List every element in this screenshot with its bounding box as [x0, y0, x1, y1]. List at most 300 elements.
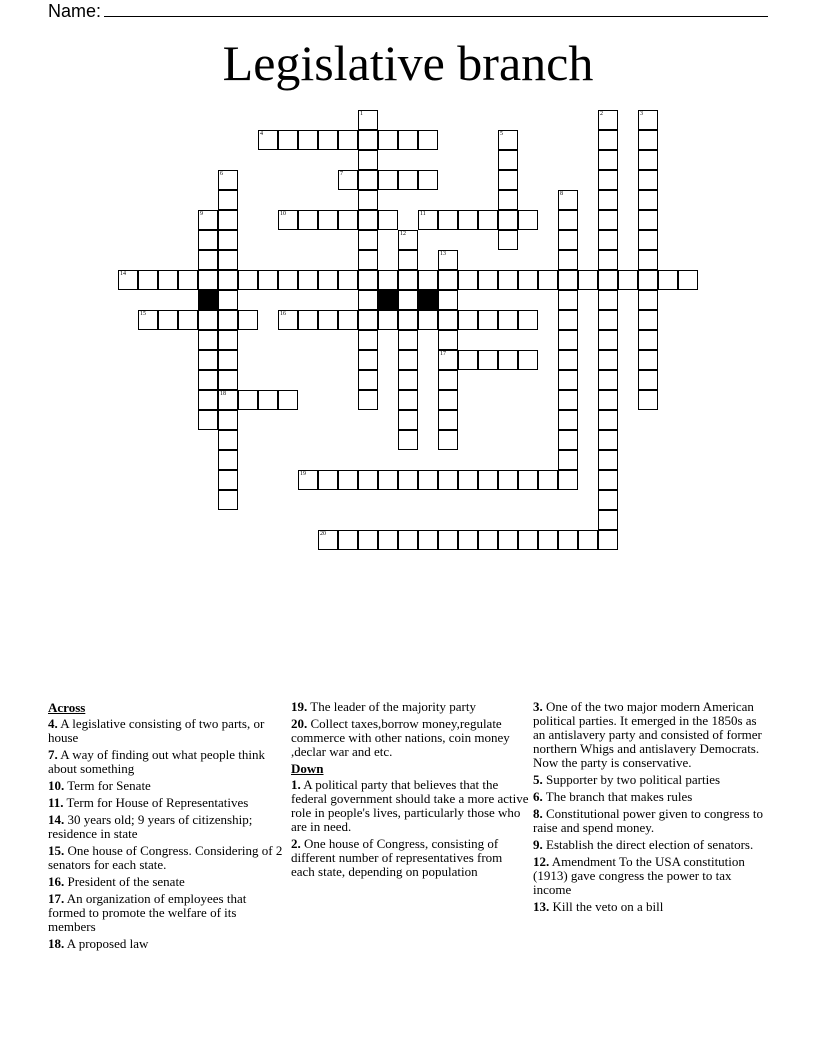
clue-number: 9 — [200, 211, 203, 217]
clue-number: 5. — [533, 772, 543, 787]
crossword-cell[interactable] — [378, 470, 398, 490]
crossword-cell[interactable] — [498, 470, 518, 490]
crossword-cell[interactable] — [338, 270, 358, 290]
crossword-cell[interactable] — [218, 410, 238, 430]
crossword-cell[interactable] — [558, 230, 578, 250]
page-title: Legislative branch — [222, 35, 594, 91]
crossword-cell[interactable] — [418, 310, 438, 330]
crossword-cell[interactable] — [218, 210, 238, 230]
down-clue — [291, 778, 529, 834]
crossword-cell[interactable] — [598, 230, 618, 250]
crossword-cell[interactable] — [378, 210, 398, 230]
clue-text: Supporter by two political parties — [542, 772, 721, 787]
crossword-cell[interactable] — [438, 290, 458, 310]
crossword-cell[interactable] — [198, 210, 218, 230]
crossword-cell[interactable] — [598, 310, 618, 330]
crossword-cell[interactable] — [218, 290, 238, 310]
crossword-cell[interactable] — [598, 410, 618, 430]
crossword-black-cell — [378, 290, 398, 310]
crossword-cell[interactable] — [398, 250, 418, 270]
clues-column-3 — [533, 700, 771, 917]
crossword-cell[interactable] — [398, 350, 418, 370]
clue-text: Kill the veto on a bill — [549, 899, 664, 914]
crossword-cell[interactable] — [338, 530, 358, 550]
crossword-cell[interactable] — [598, 350, 618, 370]
clue-number: 12 — [400, 231, 406, 237]
crossword-cell[interactable] — [218, 310, 238, 330]
crossword-cell[interactable] — [358, 210, 378, 230]
clue-number: 8 — [560, 191, 563, 197]
crossword-cell[interactable] — [218, 470, 238, 490]
clue-number: 3 — [640, 111, 643, 117]
crossword-cell[interactable] — [138, 270, 158, 290]
crossword-cell[interactable] — [498, 270, 518, 290]
crossword-cell[interactable] — [418, 470, 438, 490]
clue-text: An organization of employees that formed to promote the welfare of its members — [48, 891, 247, 934]
crossword-cell[interactable] — [558, 390, 578, 410]
crossword-cell[interactable] — [358, 130, 378, 150]
crossword-cell[interactable] — [198, 390, 218, 410]
clue-number: 4. — [48, 716, 58, 731]
crossword-cell[interactable] — [318, 270, 338, 290]
crossword-cell[interactable] — [298, 210, 318, 230]
crossword-cell[interactable] — [458, 210, 478, 230]
crossword-cell[interactable] — [598, 370, 618, 390]
crossword-cell[interactable] — [498, 150, 518, 170]
clue-number: 7. — [48, 747, 58, 762]
clue-number: 10 — [280, 211, 286, 217]
clue-text: A political party that believes that the federal government should take a more active role in people's lives, particularly those who are in need. — [291, 777, 529, 834]
crossword-cell[interactable] — [438, 250, 458, 270]
crossword-cell[interactable] — [318, 130, 338, 150]
crossword-cell[interactable] — [198, 350, 218, 370]
crossword-cell[interactable] — [478, 210, 498, 230]
crossword-cell[interactable] — [538, 530, 558, 550]
crossword-cell[interactable] — [558, 450, 578, 470]
crossword-cell[interactable] — [218, 190, 238, 210]
down-clue — [533, 773, 771, 787]
crossword-cell[interactable] — [198, 370, 218, 390]
crossword-cell[interactable] — [198, 410, 218, 430]
clue-number: 15. — [48, 843, 65, 858]
crossword-cell[interactable] — [438, 210, 458, 230]
crossword-cell[interactable] — [358, 110, 378, 130]
clue-text: 30 years old; 9 years of citizenship; residence in state — [48, 812, 253, 841]
crossword-cell[interactable] — [418, 270, 438, 290]
crossword-cell[interactable] — [398, 530, 418, 550]
crossword-cell[interactable] — [598, 490, 618, 510]
crossword-cell[interactable] — [558, 530, 578, 550]
crossword-cell[interactable] — [218, 230, 238, 250]
crossword-cell[interactable] — [458, 270, 478, 290]
crossword-cell[interactable] — [518, 210, 538, 230]
crossword-cell[interactable] — [358, 390, 378, 410]
crossword-cell[interactable] — [318, 470, 338, 490]
clue-text: One house of Congress, consisting of different number of representatives from each state, depending on population — [291, 836, 503, 879]
crossword-cell[interactable] — [598, 150, 618, 170]
crossword-cell[interactable] — [638, 190, 658, 210]
crossword-cell[interactable] — [338, 310, 358, 330]
crossword-cell[interactable] — [238, 270, 258, 290]
crossword-cell[interactable] — [318, 530, 338, 550]
crossword-cell[interactable] — [518, 350, 538, 370]
clue-text: Collect taxes,borrow money,regulate commerce with other nations, coin money ,declar war and etc. — [291, 716, 510, 759]
crossword-cell[interactable] — [218, 370, 238, 390]
crossword-cell[interactable] — [438, 330, 458, 350]
crossword-cell[interactable] — [678, 270, 698, 290]
across-clue — [291, 700, 529, 714]
crossword-cell[interactable] — [638, 170, 658, 190]
crossword-cell[interactable] — [498, 350, 518, 370]
crossword-cell[interactable] — [558, 310, 578, 330]
crossword-cell[interactable] — [218, 250, 238, 270]
clue-text: The branch that makes rules — [542, 789, 693, 804]
crossword-cell[interactable] — [218, 170, 238, 190]
across-clue — [48, 892, 286, 934]
crossword-cell[interactable] — [398, 410, 418, 430]
crossword-cell[interactable] — [338, 470, 358, 490]
crossword-cell[interactable] — [638, 290, 658, 310]
clue-number: 1. — [291, 777, 301, 792]
clue-number: 13. — [533, 899, 550, 914]
clue-text: President of the senate — [64, 874, 185, 889]
clue-text: The leader of the majority party — [307, 699, 476, 714]
clue-text: A legislative consisting of two parts, or house — [48, 716, 265, 745]
crossword-cell[interactable] — [398, 470, 418, 490]
crossword-cell[interactable] — [558, 190, 578, 210]
crossword-cell[interactable] — [638, 350, 658, 370]
clue-number: 3. — [533, 699, 543, 714]
clue-number: 7 — [340, 171, 343, 177]
crossword-cell[interactable] — [298, 130, 318, 150]
crossword-cell[interactable] — [258, 390, 278, 410]
crossword-cell[interactable] — [498, 130, 518, 150]
crossword-cell[interactable] — [358, 290, 378, 310]
crossword-cell[interactable] — [338, 130, 358, 150]
clue-number: 16. — [48, 874, 65, 889]
crossword-cell[interactable] — [398, 330, 418, 350]
crossword-cell[interactable] — [218, 490, 238, 510]
crossword-cell[interactable] — [518, 270, 538, 290]
clue-number: 2 — [600, 111, 603, 117]
down-clue — [533, 900, 771, 914]
crossword-cell[interactable] — [638, 110, 658, 130]
crossword-cell[interactable] — [178, 270, 198, 290]
crossword-cell[interactable] — [398, 270, 418, 290]
crossword-cell[interactable] — [418, 530, 438, 550]
down-clue — [533, 807, 771, 835]
crossword-cell[interactable] — [598, 270, 618, 290]
crossword-cell[interactable] — [358, 270, 378, 290]
crossword-cell[interactable] — [478, 530, 498, 550]
crossword-cell[interactable] — [198, 310, 218, 330]
clue-number: 4 — [260, 131, 263, 137]
crossword-cell[interactable] — [478, 350, 498, 370]
clue-number: 20 — [320, 531, 326, 537]
crossword-cell[interactable] — [358, 310, 378, 330]
crossword-cell[interactable] — [278, 130, 298, 150]
crossword-cell[interactable] — [218, 270, 238, 290]
crossword-cell[interactable] — [438, 370, 458, 390]
crossword-cell[interactable] — [378, 270, 398, 290]
crossword-cell[interactable] — [378, 170, 398, 190]
crossword-cell[interactable] — [218, 350, 238, 370]
crossword-cell[interactable] — [578, 530, 598, 550]
clue-number: 16 — [280, 311, 286, 317]
crossword-cell[interactable] — [598, 530, 618, 550]
crossword-cell[interactable] — [598, 330, 618, 350]
across-clue — [48, 796, 286, 810]
clue-number: 5 — [500, 131, 503, 137]
crossword-cell[interactable] — [598, 390, 618, 410]
crossword-cell[interactable] — [338, 170, 358, 190]
crossword-cell[interactable] — [358, 150, 378, 170]
crossword-cell[interactable] — [438, 410, 458, 430]
crossword-cell[interactable] — [538, 270, 558, 290]
crossword-cell[interactable] — [498, 310, 518, 330]
crossword-cell[interactable] — [558, 290, 578, 310]
crossword-cell[interactable] — [278, 270, 298, 290]
crossword-cell[interactable] — [398, 170, 418, 190]
clue-text: Term for House of Representatives — [63, 795, 249, 810]
crossword-cell[interactable] — [418, 210, 438, 230]
crossword-cell[interactable] — [438, 390, 458, 410]
crossword-cell[interactable] — [358, 470, 378, 490]
crossword-cell[interactable] — [558, 270, 578, 290]
crossword-cell[interactable] — [598, 450, 618, 470]
crossword-cell[interactable] — [318, 310, 338, 330]
crossword-cell[interactable] — [558, 350, 578, 370]
crossword-cell[interactable] — [358, 530, 378, 550]
crossword-cell[interactable] — [458, 310, 478, 330]
crossword-cell[interactable] — [638, 270, 658, 290]
crossword-cell[interactable] — [558, 370, 578, 390]
across-clue — [48, 875, 286, 889]
crossword-cell[interactable] — [198, 330, 218, 350]
crossword-cell[interactable] — [358, 230, 378, 250]
crossword-cell[interactable] — [358, 190, 378, 210]
clue-number: 8. — [533, 806, 543, 821]
crossword-cell[interactable] — [498, 190, 518, 210]
crossword-cell[interactable] — [298, 310, 318, 330]
crossword-cell[interactable] — [438, 470, 458, 490]
crossword-cell[interactable] — [378, 530, 398, 550]
crossword-cell[interactable] — [478, 270, 498, 290]
clue-number: 18. — [48, 936, 65, 951]
crossword-cell[interactable] — [578, 270, 598, 290]
across-clue — [48, 779, 286, 793]
across-clue — [48, 748, 286, 776]
clue-number: 17 — [440, 351, 446, 357]
clue-number: 19 — [300, 471, 306, 477]
crossword-cell[interactable] — [218, 330, 238, 350]
crossword-cell[interactable] — [278, 310, 298, 330]
crossword-cell[interactable] — [558, 210, 578, 230]
crossword-cell[interactable] — [498, 170, 518, 190]
crossword-cell[interactable] — [418, 130, 438, 150]
crossword-cell[interactable] — [558, 330, 578, 350]
crossword-cell[interactable] — [598, 170, 618, 190]
clue-number: 11 — [420, 211, 426, 217]
crossword-cell[interactable] — [398, 310, 418, 330]
crossword-cell[interactable] — [398, 230, 418, 250]
crossword-cell[interactable] — [438, 350, 458, 370]
crossword-cell[interactable] — [598, 190, 618, 210]
clue-number: 2. — [291, 836, 301, 851]
across-clue — [48, 937, 286, 951]
crossword-cell[interactable] — [598, 110, 618, 130]
crossword-cell[interactable] — [558, 250, 578, 270]
crossword-cell[interactable] — [258, 130, 278, 150]
crossword-cell[interactable] — [458, 530, 478, 550]
clue-text: One of the two major modern American political parties. It emerged in the 1850s as an antislavery party and consisted of former northern Whigs and antislavery Democrats. Now the party is conservative. — [533, 699, 762, 770]
crossword-cell[interactable] — [558, 410, 578, 430]
crossword-cell[interactable] — [378, 310, 398, 330]
crossword-cell[interactable] — [638, 330, 658, 350]
crossword-cell[interactable] — [398, 370, 418, 390]
crossword-cell[interactable] — [358, 350, 378, 370]
crossword-cell[interactable] — [338, 210, 358, 230]
crossword-cell[interactable] — [118, 270, 138, 290]
clue-number: 19. — [291, 699, 308, 714]
crossword-cell[interactable] — [598, 210, 618, 230]
clue-text: A proposed law — [64, 936, 149, 951]
crossword-cell[interactable] — [498, 210, 518, 230]
clue-text: Term for Senate — [64, 778, 151, 793]
crossword-cell[interactable] — [438, 530, 458, 550]
crossword-cell[interactable] — [298, 470, 318, 490]
crossword-cell[interactable] — [238, 310, 258, 330]
crossword-cell[interactable] — [598, 510, 618, 530]
crossword-cell[interactable] — [358, 170, 378, 190]
crossword-cell[interactable] — [638, 230, 658, 250]
across-clue — [48, 813, 286, 841]
crossword-cell[interactable] — [218, 430, 238, 450]
across-clue — [291, 717, 529, 759]
crossword-cell[interactable] — [478, 470, 498, 490]
crossword-cell[interactable] — [158, 270, 178, 290]
crossword-cell[interactable] — [198, 230, 218, 250]
crossword-cell[interactable] — [518, 310, 538, 330]
crossword-cell[interactable] — [598, 470, 618, 490]
crossword-cell[interactable] — [198, 250, 218, 270]
crossword-cell[interactable] — [518, 470, 538, 490]
crossword-cell[interactable] — [598, 290, 618, 310]
crossword-cell[interactable] — [638, 210, 658, 230]
crossword-cell[interactable] — [318, 210, 338, 230]
clue-number: 20. — [291, 716, 308, 731]
crossword-cell[interactable] — [298, 270, 318, 290]
crossword-cell[interactable] — [558, 430, 578, 450]
crossword-cell[interactable] — [638, 250, 658, 270]
crossword-cell[interactable] — [138, 310, 158, 330]
crossword-cell[interactable] — [218, 390, 238, 410]
clue-number: 14. — [48, 812, 65, 827]
crossword-cell[interactable] — [598, 130, 618, 150]
across-clue — [48, 717, 286, 745]
crossword-cell[interactable] — [198, 270, 218, 290]
clue-number: 13 — [440, 251, 446, 257]
down-clue — [533, 790, 771, 804]
clue-text: Amendment To the USA constitution (1913) gave congress the power to tax income — [533, 854, 745, 897]
crossword-cell[interactable] — [178, 310, 198, 330]
down-clue — [533, 700, 771, 770]
crossword-cell[interactable] — [638, 150, 658, 170]
crossword-cell[interactable] — [638, 310, 658, 330]
crossword-cell[interactable] — [438, 270, 458, 290]
crossword-cell[interactable] — [218, 450, 238, 470]
clue-number: 17. — [48, 891, 65, 906]
crossword-cell[interactable] — [498, 230, 518, 250]
clues-column-2 — [291, 700, 529, 882]
crossword-cell[interactable] — [438, 310, 458, 330]
crossword-cell[interactable] — [638, 130, 658, 150]
crossword-cell[interactable] — [378, 130, 398, 150]
crossword-cell[interactable] — [638, 370, 658, 390]
crossword-cell[interactable] — [418, 170, 438, 190]
crossword-cell[interactable] — [598, 250, 618, 270]
crossword-cell[interactable] — [358, 330, 378, 350]
clue-text: Constitutional power given to congress to raise and spend money. — [533, 806, 764, 835]
crossword-cell[interactable] — [558, 470, 578, 490]
clue-number: 6. — [533, 789, 543, 804]
crossword-cell[interactable] — [598, 430, 618, 450]
crossword-cell[interactable] — [638, 390, 658, 410]
clue-text: Establish the direct election of senators. — [542, 837, 754, 852]
clue-text: One house of Congress. Considering of 2 senators for each state. — [48, 843, 283, 872]
crossword-cell[interactable] — [398, 390, 418, 410]
crossword-cell[interactable] — [158, 310, 178, 330]
crossword-cell[interactable] — [438, 430, 458, 450]
down-heading: Down — [291, 761, 324, 776]
clue-text: A way of finding out what people think about something — [48, 747, 266, 776]
clue-number: 18 — [220, 391, 226, 397]
crossword-cell[interactable] — [358, 250, 378, 270]
crossword-cell[interactable] — [518, 530, 538, 550]
across-heading: Across — [48, 700, 86, 715]
clues-column-1 — [48, 700, 286, 954]
clue-number: 14 — [120, 271, 126, 277]
clue-number: 11. — [48, 795, 64, 810]
crossword-cell[interactable] — [618, 270, 638, 290]
crossword-cell[interactable] — [358, 370, 378, 390]
across-clue — [48, 844, 286, 872]
crossword-black-cell — [198, 290, 218, 310]
crossword-cell[interactable] — [398, 130, 418, 150]
crossword-black-cell — [418, 290, 438, 310]
crossword-cell[interactable] — [498, 530, 518, 550]
crossword-cell[interactable] — [238, 390, 258, 410]
crossword-cell[interactable] — [278, 390, 298, 410]
crossword-cell[interactable] — [398, 430, 418, 450]
down-clue — [291, 837, 529, 879]
crossword-cell[interactable] — [478, 310, 498, 330]
clue-number: 6 — [220, 171, 223, 177]
crossword-cell[interactable] — [538, 470, 558, 490]
clue-number: 9. — [533, 837, 543, 852]
down-clue — [533, 838, 771, 852]
crossword-cell[interactable] — [458, 470, 478, 490]
down-clue — [533, 855, 771, 897]
crossword-cell[interactable] — [458, 350, 478, 370]
crossword-cell[interactable] — [258, 270, 278, 290]
clue-number: 15 — [140, 311, 146, 317]
crossword-cell[interactable] — [398, 290, 418, 310]
name-label: Name: — [48, 1, 102, 21]
clue-number: 12. — [533, 854, 550, 869]
crossword-cell[interactable] — [278, 210, 298, 230]
crossword-cell[interactable] — [658, 270, 678, 290]
